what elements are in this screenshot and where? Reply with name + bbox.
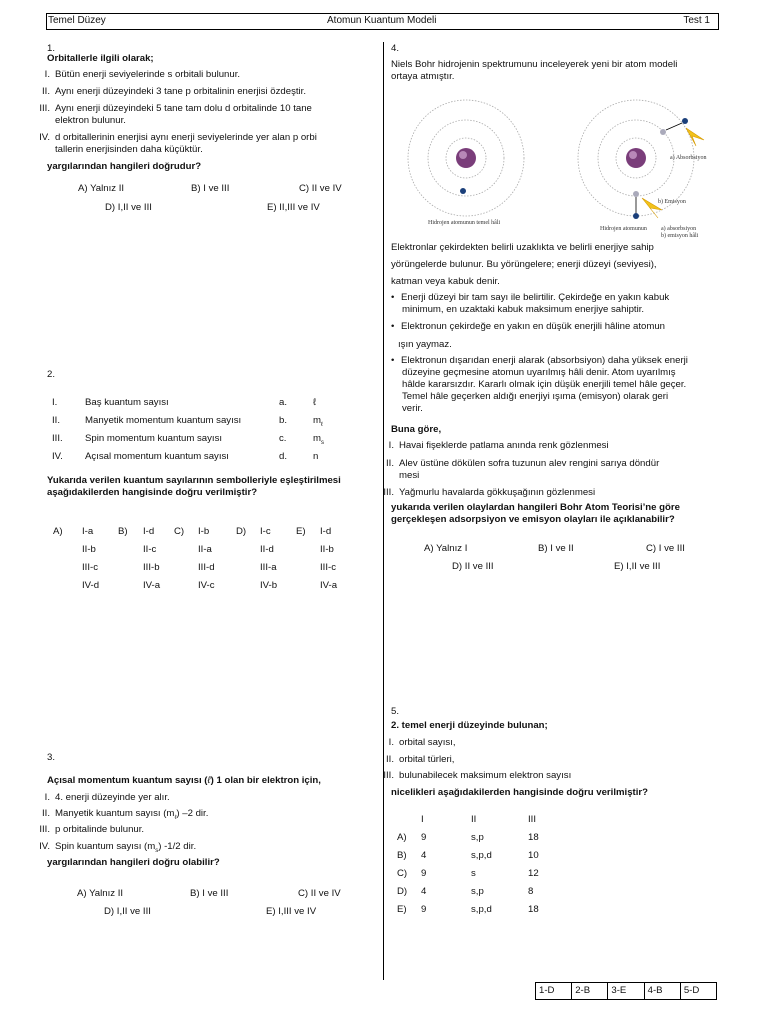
q4-question-line2: gerçekleşen adsorpsiyon ve emisyon olayları ile açıklanabilir? bbox=[391, 514, 675, 525]
q5-option-cell: s,p bbox=[471, 832, 484, 843]
q4-paragraph-line: Elektronlar çekirdekten belirli uzaklıkta ve belirli enerjiye sahip bbox=[391, 242, 654, 253]
q4-option-c[interactable]: C) I ve III bbox=[646, 543, 685, 554]
q2-option-value: II-b bbox=[82, 544, 96, 555]
q5-option-cell: 4 bbox=[421, 850, 427, 861]
q1-item: III. Aynı enerji düzeyindeki 5 tane tam dolu d orbitalinde 10 tane bbox=[39, 103, 312, 114]
q4-option-e[interactable]: E) I,II ve III bbox=[614, 561, 661, 572]
q2-option-value: III-c bbox=[320, 562, 336, 573]
q2-option-value: IV-d bbox=[82, 580, 100, 591]
q5-option-cell: 10 bbox=[528, 850, 539, 861]
q1-number: 1. bbox=[47, 43, 56, 54]
q2-option-label[interactable]: B) bbox=[118, 526, 128, 537]
q2-term: Açısal momentum kuantum sayısı bbox=[85, 451, 229, 462]
q2-option-value: III-b bbox=[143, 562, 160, 573]
q2-option-value: III-d bbox=[198, 562, 215, 573]
answer-key-cell: 5-D bbox=[683, 985, 700, 996]
q3-item: II. Manyetik kuantum sayısı $(m_\ell)$ –2 dir. bbox=[42, 808, 209, 821]
q4-question-line1: yukarıda verilen olaylardan hangileri Bohr Atom Teorisi’ne göre bbox=[391, 502, 680, 513]
answer-key-cell: 3-E bbox=[608, 983, 644, 999]
q2-symbol: n bbox=[313, 451, 319, 462]
q4-option-a[interactable]: A) Yalnız I bbox=[424, 543, 468, 554]
page-header bbox=[46, 13, 719, 30]
q2-option-value: IV-a bbox=[143, 580, 161, 591]
column-divider bbox=[383, 42, 384, 980]
q5-option-cell: 9 bbox=[421, 832, 427, 843]
q2-option-value: I-d bbox=[320, 526, 332, 537]
q4-paragraph-line: katman veya kabuk denir. bbox=[391, 276, 500, 287]
q2-letter: d. bbox=[279, 451, 288, 462]
q2-question-line2: aşağıdakilerden hangisinde doğru verilmiştir? bbox=[47, 487, 258, 498]
q5-item: II. orbital türleri, bbox=[386, 754, 455, 765]
figure-caption-a: a) absorbsiyon bbox=[661, 226, 697, 232]
q2-option-value: IV-b bbox=[260, 580, 278, 591]
q1-item: elektron bulunur. bbox=[55, 115, 126, 126]
q2-option-value: II-a bbox=[198, 544, 212, 555]
q5-option-cell: s,p bbox=[471, 886, 484, 897]
q2-symbol: $m_\ell$ bbox=[313, 415, 323, 428]
figure-caption-b: b) emisyon hâli bbox=[661, 233, 699, 239]
q5-option-label[interactable]: E) bbox=[397, 904, 407, 915]
figure-caption-left: Hidrojen atomunun temel hâli bbox=[428, 220, 501, 226]
electron-icon bbox=[460, 188, 466, 194]
q5-option-label[interactable]: C) bbox=[397, 868, 408, 879]
q4-bullet: • Elektronun dışarıdan enerji alarak (absorbsiyon) daha yüksek enerji bbox=[391, 355, 688, 367]
q3-option-e[interactable]: E) I,III ve IV bbox=[266, 906, 317, 917]
q1-item: tallerin enerjisinden daha küçüktür. bbox=[55, 144, 203, 155]
q2-symbol: ℓ bbox=[313, 397, 317, 408]
q5-header: III bbox=[528, 814, 536, 825]
q3-item: IV. Spin kuantum sayısı $(m_s)$ -1/2 dir. bbox=[39, 841, 197, 854]
header-topic: Atomun Kuantum Modeli bbox=[327, 15, 437, 26]
q2-term: Baş kuantum sayısı bbox=[85, 397, 169, 408]
q4-item: I. Havai fişeklerde patlama anında renk gözlenmesi bbox=[388, 440, 609, 451]
q5-title: 2. temel enerji düzeyinde bulunan; bbox=[391, 720, 548, 731]
q5-option-label[interactable]: B) bbox=[397, 850, 407, 861]
q3-title: Açısal momentum kuantum sayısı (ℓ) 1 olan bir elektron için, bbox=[47, 775, 321, 786]
q5-option-cell: 18 bbox=[528, 904, 539, 915]
q2-option-value: I-a bbox=[82, 526, 94, 537]
q4-option-d[interactable]: D) II ve III bbox=[452, 561, 494, 572]
q3-option-d[interactable]: D) I,II ve III bbox=[104, 906, 151, 917]
q5-option-cell: 12 bbox=[528, 868, 539, 879]
q2-number: 2. bbox=[47, 369, 56, 380]
q2-term: Manyetik momentum kuantum sayısı bbox=[85, 415, 242, 426]
bohr-atom-figure bbox=[396, 90, 716, 240]
nucleus-icon bbox=[456, 148, 476, 168]
q1-item: I. Bütün enerji seviyelerinde s orbitali bulunur. bbox=[44, 69, 241, 80]
q1-item: II. Aynı enerji düzeyindeki 3 tane p orbitalinin enerjisi özdeştir. bbox=[42, 86, 307, 97]
q2-roman: IV. bbox=[52, 451, 63, 462]
q1-option-e[interactable]: E) II,III ve IV bbox=[267, 202, 320, 213]
ground-state-atom bbox=[408, 100, 524, 216]
q2-option-label[interactable]: D) bbox=[236, 526, 247, 537]
figure-label-absorption: a) Absorbsiyon bbox=[670, 155, 707, 161]
q2-option-value: IV-c bbox=[198, 580, 215, 591]
q2-option-value: I-c bbox=[260, 526, 271, 537]
nucleus-icon bbox=[626, 148, 646, 168]
q2-question-line1: Yukarıda verilen kuantum sayılarının sembolleriyle eşleştirilmesi bbox=[47, 475, 341, 486]
q2-symbol: $m_s$ bbox=[313, 433, 324, 446]
q5-header: I bbox=[421, 814, 424, 825]
q1-item: IV. d orbitallerinin enerjisi aynı enerji seviyelerinde yer alan p orbi bbox=[39, 132, 317, 143]
q4-intro-line2: ortaya atmıştır. bbox=[391, 71, 455, 82]
q4-intro-line1: Niels Bohr hidrojenin spektrumunu inceleyerek yeni bir atom modeli bbox=[391, 59, 678, 70]
q4-item: II. Alev üstüne dökülen sofra tuzunun alev rengini sarıya döndür bbox=[386, 458, 660, 469]
q4-bullet-cont: ışın yaymaz. bbox=[398, 339, 452, 350]
q2-option-value: II-d bbox=[260, 544, 274, 555]
q3-item: I. 4. enerji düzeyinde yer alır. bbox=[44, 792, 170, 803]
electron-icon bbox=[682, 118, 688, 124]
q5-option-cell: s bbox=[471, 868, 476, 879]
q1-option-c[interactable]: C) II ve IV bbox=[299, 183, 342, 194]
figure-label-emission: b) Emisyon bbox=[658, 199, 686, 205]
q5-option-cell: 9 bbox=[421, 904, 427, 915]
q4-option-b[interactable]: B) I ve II bbox=[538, 543, 574, 554]
q5-item: I. orbital sayısı, bbox=[388, 737, 456, 748]
q2-option-label[interactable]: E) bbox=[296, 526, 306, 537]
q2-option-value: IV-a bbox=[320, 580, 338, 591]
q4-item: mesi bbox=[399, 470, 420, 481]
q2-roman: III. bbox=[52, 433, 63, 444]
q2-option-value: III-a bbox=[260, 562, 277, 573]
q1-option-a[interactable]: A) Yalnız II bbox=[78, 183, 125, 194]
q5-item: III. bulunabilecek maksimum elektron sayısı bbox=[383, 770, 572, 781]
answer-key-cell: 4-B bbox=[645, 983, 681, 999]
q3-option-a[interactable]: A) Yalnız II bbox=[77, 888, 124, 899]
q3-number: 3. bbox=[47, 752, 56, 763]
q4-buna: Buna göre, bbox=[391, 424, 442, 435]
q4-bullet: • Elektronun çekirdeğe en yakın en düşük enerjili hâline atomun bbox=[391, 321, 665, 333]
q5-option-cell: s,p,d bbox=[471, 850, 492, 861]
electron-icon bbox=[633, 213, 639, 219]
answer-key-cell: 1-D bbox=[536, 983, 572, 999]
q3-option-b[interactable]: B) I ve III bbox=[190, 888, 229, 899]
q5-option-cell: 4 bbox=[421, 886, 427, 897]
q4-number: 4. bbox=[391, 43, 400, 54]
q2-option-value: II-b bbox=[320, 544, 334, 555]
q2-roman: I. bbox=[52, 397, 58, 408]
q4-bullet-cont: hâlde kararsızdır. Kararlı olmak için düşük enerjili temel hâle geçer. bbox=[402, 379, 687, 390]
absorption-bolt-icon bbox=[686, 128, 704, 146]
q5-option-cell: 18 bbox=[528, 832, 539, 843]
q5-number: 5. bbox=[391, 706, 400, 717]
q4-paragraph-line: yörüngelerde bulunur. Bu yörüngelere; enerji düzeyi (seviyesi), bbox=[391, 259, 657, 270]
q5-option-cell: 9 bbox=[421, 868, 427, 879]
q5-question: nicelikleri aşağıdakilerden hangisinde doğru verilmiştir? bbox=[391, 787, 648, 798]
header-test: Test 1 bbox=[683, 15, 710, 26]
q2-option-label[interactable]: C) bbox=[174, 526, 185, 537]
q2-term: Spin momentum kuantum sayısı bbox=[85, 433, 223, 444]
q1-option-d[interactable]: D) I,II ve III bbox=[105, 202, 152, 213]
q2-letter: b. bbox=[279, 415, 288, 426]
q2-roman: II. bbox=[52, 415, 60, 426]
q1-title: Orbitallerle ilgili olarak; bbox=[47, 53, 154, 64]
q5-header: II bbox=[471, 814, 477, 825]
q4-bullet: • Enerji düzeyi bir tam sayı ile belirtilir. Çekirdeğe en yakın kabuk bbox=[391, 292, 669, 304]
q5-option-cell: 8 bbox=[528, 886, 534, 897]
q2-option-label[interactable]: A) bbox=[53, 526, 63, 537]
q2-letter: c. bbox=[279, 433, 287, 444]
q2-option-value: I-b bbox=[198, 526, 210, 537]
q2-option-value: III-c bbox=[82, 562, 98, 573]
q5-option-cell: s,p,d bbox=[471, 904, 492, 915]
q4-item: III. Yağmurlu havalarda gökkuşağının gözlenmesi bbox=[383, 487, 596, 498]
q2-option-value: II-c bbox=[143, 544, 157, 555]
q2-option-value: I-d bbox=[143, 526, 155, 537]
q3-option-c[interactable]: C) II ve IV bbox=[298, 888, 341, 899]
q5-option-label[interactable]: A) bbox=[397, 832, 407, 843]
header-level: Temel Düzey bbox=[48, 15, 106, 26]
q4-bullet-cont: verir. bbox=[402, 403, 423, 414]
q5-option-label[interactable]: D) bbox=[397, 886, 408, 897]
answer-key bbox=[535, 982, 717, 1000]
q1-option-b[interactable]: B) I ve III bbox=[191, 183, 230, 194]
figure-caption-right: Hidrojen atomunun bbox=[600, 226, 647, 232]
answer-key-cell: 2-B bbox=[572, 983, 608, 999]
q3-question: yargılarından hangileri doğru olabilir? bbox=[47, 857, 220, 868]
q4-bullet-cont: minimum, en uzaktaki kabuk maksimum enerjiye sahiptir. bbox=[402, 304, 645, 315]
q4-bullet-cont: düzeyine geçmesine atomun uyarılmış hâli denir. Atom uyarılmış bbox=[402, 367, 676, 378]
q4-bullet-cont: Temel hâle geçerken aldığı enerjiyi ışıma (emisyon) olarak geri bbox=[402, 391, 669, 402]
q1-question: yargılarından hangileri doğrudur? bbox=[47, 161, 202, 172]
q2-letter: a. bbox=[279, 397, 288, 408]
q3-item: III. p orbitalinde bulunur. bbox=[39, 824, 145, 835]
